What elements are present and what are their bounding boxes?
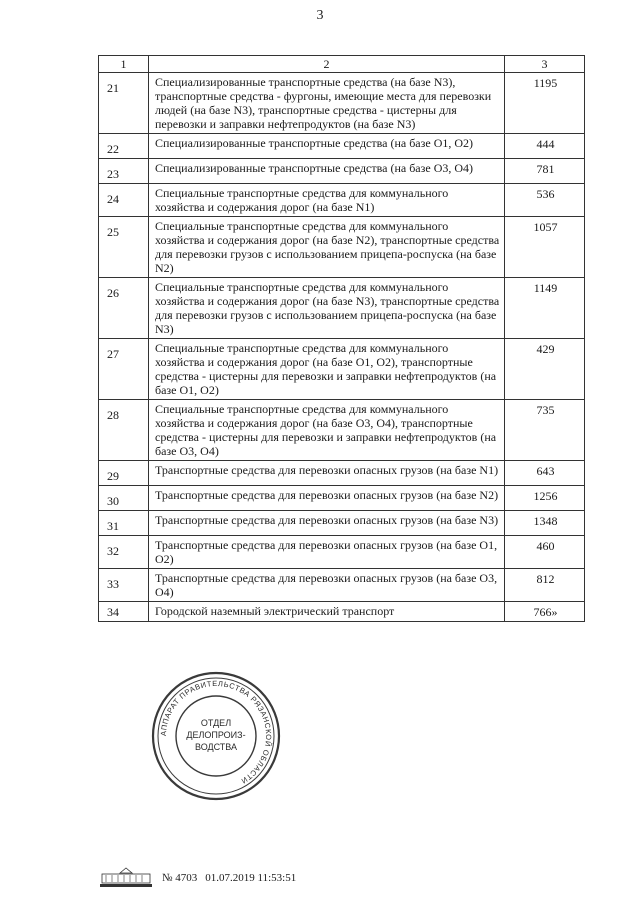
row-number: 25 [99,217,149,278]
row-description: Транспортные средства для перевозки опасных грузов (на базе N3) [149,511,505,536]
row-description: Специальные транспортные средства для коммунального хозяйства и содержания дорог (на базе O1, O2), транспортные средства - цистерны для перевозки и заправки нефтепродуктов (на базе O1, O2) [149,339,505,400]
row-value: 1195 [505,73,585,134]
stamp-line-3: ВОДСТВА [194,742,238,752]
row-number: 30 [99,486,149,511]
row-description: Специализированные транспортные средства (на базе O3, O4) [149,159,505,184]
table-row [99,339,585,400]
document-datetime: 01.07.2019 11:53:51 [205,872,297,884]
table-row [99,278,585,339]
row-description: Специальные транспортные средства для коммунального хозяйства и содержания дорог (на базе N3), транспортные средства для перевозки грузов с использованием прицепа-роспуска (на базе N3) [149,278,505,339]
row-value: 536 [505,184,585,217]
row-description: Специальные транспортные средства для коммунального хозяйства и содержания дорог (на базе N2), транспортные средства для перевозки грузов с использованием прицепа-роспуска (на базе N2) [149,217,505,278]
table-row [99,73,585,134]
stamp-line-2: ДЕЛОПРОИЗ- [186,730,246,740]
header-col-2: 2 [149,56,505,73]
header-col-1: 1 [99,56,149,73]
table-row [99,400,585,461]
header-col-3: 3 [505,56,585,73]
table-row [99,461,585,486]
row-value: 429 [505,339,585,400]
table-row [99,569,585,602]
row-value: 1256 [505,486,585,511]
page-number: 3 [316,8,324,23]
row-description: Специализированные транспортные средства (на базе O1, O2) [149,134,505,159]
stamp-line-1: ОТДЕЛ [200,718,232,728]
row-number: 34 [99,602,149,622]
table-row [99,486,585,511]
row-number: 24 [99,184,149,217]
row-description: Транспортные средства для перевозки опасных грузов (на базе O1, O2) [149,536,505,569]
row-value: 781 [505,159,585,184]
row-description: Специальные транспортные средства для коммунального хозяйства и содержания дорог (на базе O3, O4), транспортные средства - цистерны для перевозки и заправки нефтепродуктов (на базе O3, O4) [149,400,505,461]
table-row [99,159,585,184]
office-stamp [150,670,282,802]
row-number: 32 [99,536,149,569]
row-number: 33 [99,569,149,602]
document-number: № 4703 [162,872,198,884]
row-description: Городской наземный электрический транспорт [149,602,505,622]
row-number: 29 [99,461,149,486]
row-value: 735 [505,400,585,461]
row-description: Специальные транспортные средства для коммунального хозяйства и содержания дорог (на базе N1) [149,184,505,217]
table-row [99,217,585,278]
table-row [99,184,585,217]
table-row [99,536,585,569]
row-description: Специализированные транспортные средства (на базе N3), транспортные средства - фургоны, имеющие места для перевозки людей (на базе N3), транспортные средства - цистерны для перевозки и заправки нефтепродуктов (на базе N3) [149,73,505,134]
tariff-table [98,55,585,622]
table-row [99,602,585,622]
row-description: Транспортные средства для перевозки опасных грузов (на базе N1) [149,461,505,486]
row-value: 643 [505,461,585,486]
row-number: 27 [99,339,149,400]
row-number: 22 [99,134,149,159]
row-number: 26 [99,278,149,339]
registry-logo-icon [98,867,154,889]
row-value: 444 [505,134,585,159]
row-description: Транспортные средства для перевозки опасных грузов (на базе O3, O4) [149,569,505,602]
row-value: 1348 [505,511,585,536]
row-description: Транспортные средства для перевозки опасных грузов (на базе N2) [149,486,505,511]
row-number: 28 [99,400,149,461]
table-row [99,134,585,159]
stamp-ring-text: АППАРАТ ПРАВИТЕЛЬСТВА РЯЗАНСКОЙ ОБЛАСТИ [158,678,274,786]
row-number: 31 [99,511,149,536]
row-value: 1149 [505,278,585,339]
row-number: 23 [99,159,149,184]
document-footer [98,867,296,889]
row-value: 460 [505,536,585,569]
row-value: 766» [505,602,585,622]
row-number: 21 [99,73,149,134]
table-header-row [99,56,585,73]
row-value: 812 [505,569,585,602]
table-row [99,511,585,536]
row-value: 1057 [505,217,585,278]
